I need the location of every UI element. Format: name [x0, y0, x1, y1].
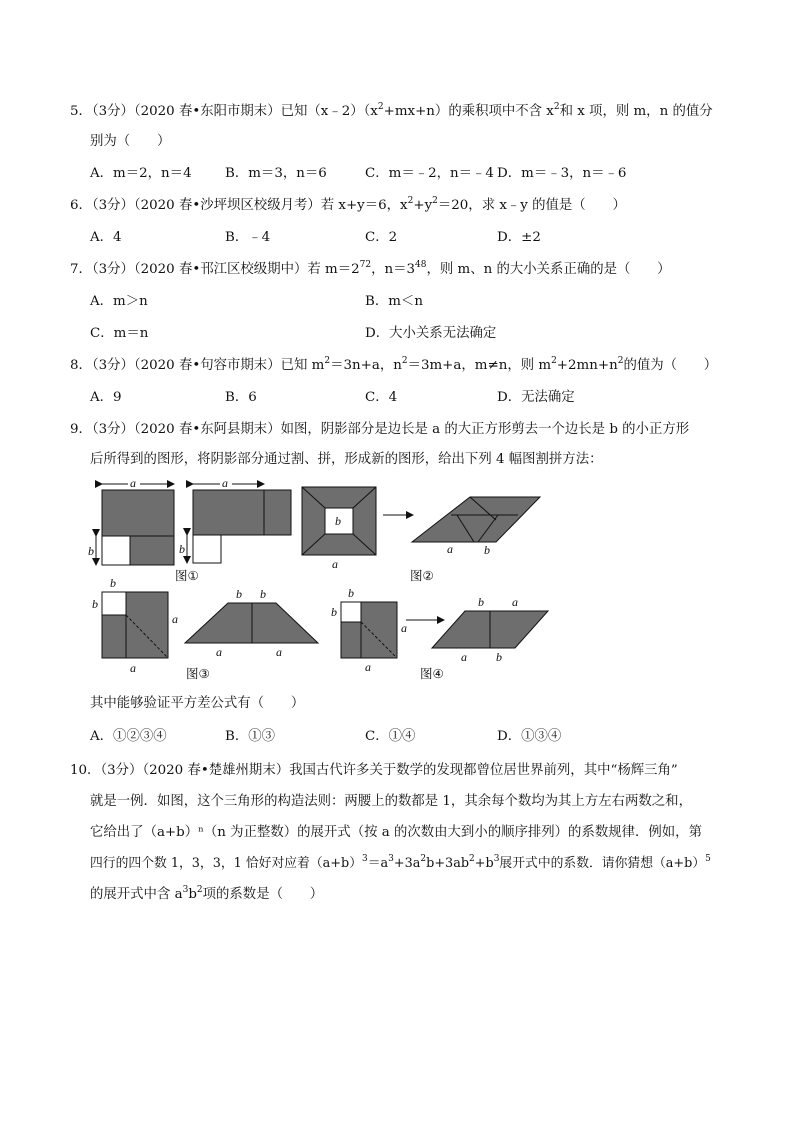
q8-option-c[interactable]: C．4: [365, 390, 398, 405]
q6-option-c[interactable]: C．2: [365, 230, 398, 245]
svg-text:a: a: [172, 612, 178, 626]
q6-option-b[interactable]: B．﹣4: [225, 230, 271, 245]
fig4-square: [331, 586, 407, 674]
fig3-trapezoid: [185, 587, 318, 659]
q5-line1: 5．（3分）（2020 春•东阳市期末）已知$(x﹣2)(x^2+mx+n)$的乘积项中不含 $x^2$和 x 项，则 m，n 的值分: [70, 101, 713, 119]
svg-text:b: b: [236, 587, 242, 601]
q10-score: （3分）: [100, 763, 143, 778]
q7-line1: 7．（3分）（2020 春•邗江区校级期中）若 $m=2^{72}$，$n=3^{48}$，则 m、n 的大小关系正确的是（ ）: [70, 259, 671, 277]
q8-score: （3分）: [91, 358, 134, 373]
q6-line1: 6．（3分）（2020 春•沙坪坝区校级月考）若 x+y＝6，$x^2+y^2=20$，求 x﹣y 的值是（ ）: [70, 195, 626, 213]
q9-option-b[interactable]: B．①③: [225, 729, 276, 744]
svg-text:b: b: [110, 576, 116, 590]
svg-text:b: b: [478, 595, 484, 609]
q6-source: （2020 春•沙坪坝区校级月考）: [133, 198, 321, 213]
fig1-right: [179, 476, 291, 563]
q10-source: （2020 春•楚雄州期末）: [142, 763, 290, 778]
svg-text:b: b: [179, 542, 185, 556]
q7-option-c[interactable]: C．m＝n: [90, 326, 149, 341]
q6-number: 6．: [70, 198, 92, 213]
q10-line2: 就是一例．如图，这个三角形的构造法则：两腰上的数都是 1，其余每个数均为其上方左右两数之和，: [90, 794, 692, 809]
fig3-square: [92, 576, 178, 675]
q9-number: 9．: [70, 422, 92, 437]
svg-text:a: a: [512, 595, 518, 609]
q7-number: 7．: [70, 262, 92, 277]
q10-number: 10．: [70, 763, 101, 778]
fig2-parallelogram: [412, 497, 540, 557]
svg-text:b: b: [348, 586, 354, 600]
q8-line1: 8．（3分）（2020 春•句容市期末）已知 $m^2=3n+a$，$n^2=3m+a$，m≠n，则 $m^2+2mn+n^2$的值为（ ）: [70, 355, 718, 373]
q9-option-d[interactable]: D．①③④: [497, 729, 562, 744]
fig3-caption: 图③: [186, 666, 210, 681]
q10-line3: 它给出了（a+b）ⁿ（n 为正整数）的展开式（按 a 的次数由大到小的顺序排列）的系数规律．例如，第: [90, 825, 702, 840]
q10-line5: 的展开式中含 $a^3b^2$项的系数是（ ）: [90, 884, 324, 902]
q9-option-a[interactable]: A．①②③④: [90, 729, 167, 744]
q7-score: （3分）: [91, 262, 134, 277]
q9-line2: 后所得到的图形，将阴影部分通过割、拼，形成新的图形，给出下列 4 幅图割拼方法：: [90, 452, 603, 467]
q9-line1: 9．（3分）（2020 春•东阿县期末）如图，阴影部分是边长是 a 的大正方形剪去一个边长是 b 的小正方形: [70, 422, 690, 437]
fig2-frame: [302, 487, 376, 571]
q9-score: （3分）: [91, 422, 134, 437]
svg-text:a: a: [365, 660, 371, 674]
svg-text:a: a: [216, 645, 222, 659]
q7-source: （2020 春•邗江区校级期中）: [133, 262, 308, 277]
q5-option-a[interactable]: A．m＝2，n＝4: [90, 166, 192, 181]
q9-option-c[interactable]: C．①④: [365, 729, 416, 744]
svg-text:b: b: [484, 543, 490, 557]
svg-text:b: b: [331, 605, 337, 619]
svg-text:a: a: [130, 661, 136, 675]
q8-number: 8．: [70, 358, 92, 373]
fig1-a-label: a: [130, 476, 136, 490]
svg-text:b: b: [496, 650, 502, 664]
q7-option-b[interactable]: B．m＜n: [365, 294, 423, 309]
fig2-caption: 图②: [410, 568, 434, 583]
q9-line3: 其中能够验证平方差公式有（ ）: [90, 696, 305, 711]
q5-option-b[interactable]: B．m＝3，n＝6: [225, 166, 327, 181]
svg-text:a: a: [401, 621, 407, 635]
q5-option-d[interactable]: D．m＝﹣3，n＝﹣6: [497, 166, 627, 181]
q8-option-d[interactable]: D．无法确定: [497, 390, 575, 405]
svg-text:b: b: [88, 544, 94, 558]
q10-line1: 10．（3分）（2020 春•楚雄州期末）我国古代许多关于数学的发现都曾位居世界前列，其中“杨辉三角”: [70, 763, 678, 778]
q8-option-b[interactable]: B．6: [225, 390, 257, 405]
fig1-left: [88, 476, 174, 565]
q6-option-a[interactable]: A．4: [90, 230, 122, 245]
q5-score: （3分）: [91, 104, 134, 119]
q10-line4: 四行的四个数 1，3，3，1 恰好对应着$(a+b)^3=a^3+3a^2b+3ab^2+b^3$展开式中的系数．请你猜想$(a+b)^5$: [90, 853, 711, 871]
q8-source: （2020 春•句容市期末）: [133, 358, 281, 373]
q9-source: （2020 春•东阿县期末）: [133, 422, 281, 437]
svg-text:b: b: [92, 597, 98, 611]
q5-number: 5．: [70, 104, 92, 119]
fig4-parallelogram: [432, 595, 548, 664]
svg-text:a: a: [332, 557, 338, 571]
svg-text:a: a: [447, 542, 453, 556]
q6-score: （3分）: [91, 198, 134, 213]
q7-option-a[interactable]: A．m＞n: [90, 294, 148, 309]
fig4-caption: 图④: [420, 666, 444, 681]
q5-source: （2020 春•东阳市期末）: [133, 104, 281, 119]
fig1-caption: 图①: [175, 568, 199, 583]
svg-text:b: b: [260, 587, 266, 601]
svg-text:a: a: [222, 476, 228, 490]
q6-option-d[interactable]: D．±2: [497, 230, 541, 245]
svg-text:b: b: [335, 514, 341, 528]
svg-text:a: a: [276, 645, 282, 659]
q8-option-a[interactable]: A．9: [90, 390, 122, 405]
q7-option-d[interactable]: D．大小关系无法确定: [365, 326, 497, 341]
q5-line2: 别为（ ）: [90, 134, 171, 149]
svg-text:a: a: [461, 650, 467, 664]
q5-option-c[interactable]: C．m＝﹣2，n＝﹣4: [365, 166, 494, 181]
